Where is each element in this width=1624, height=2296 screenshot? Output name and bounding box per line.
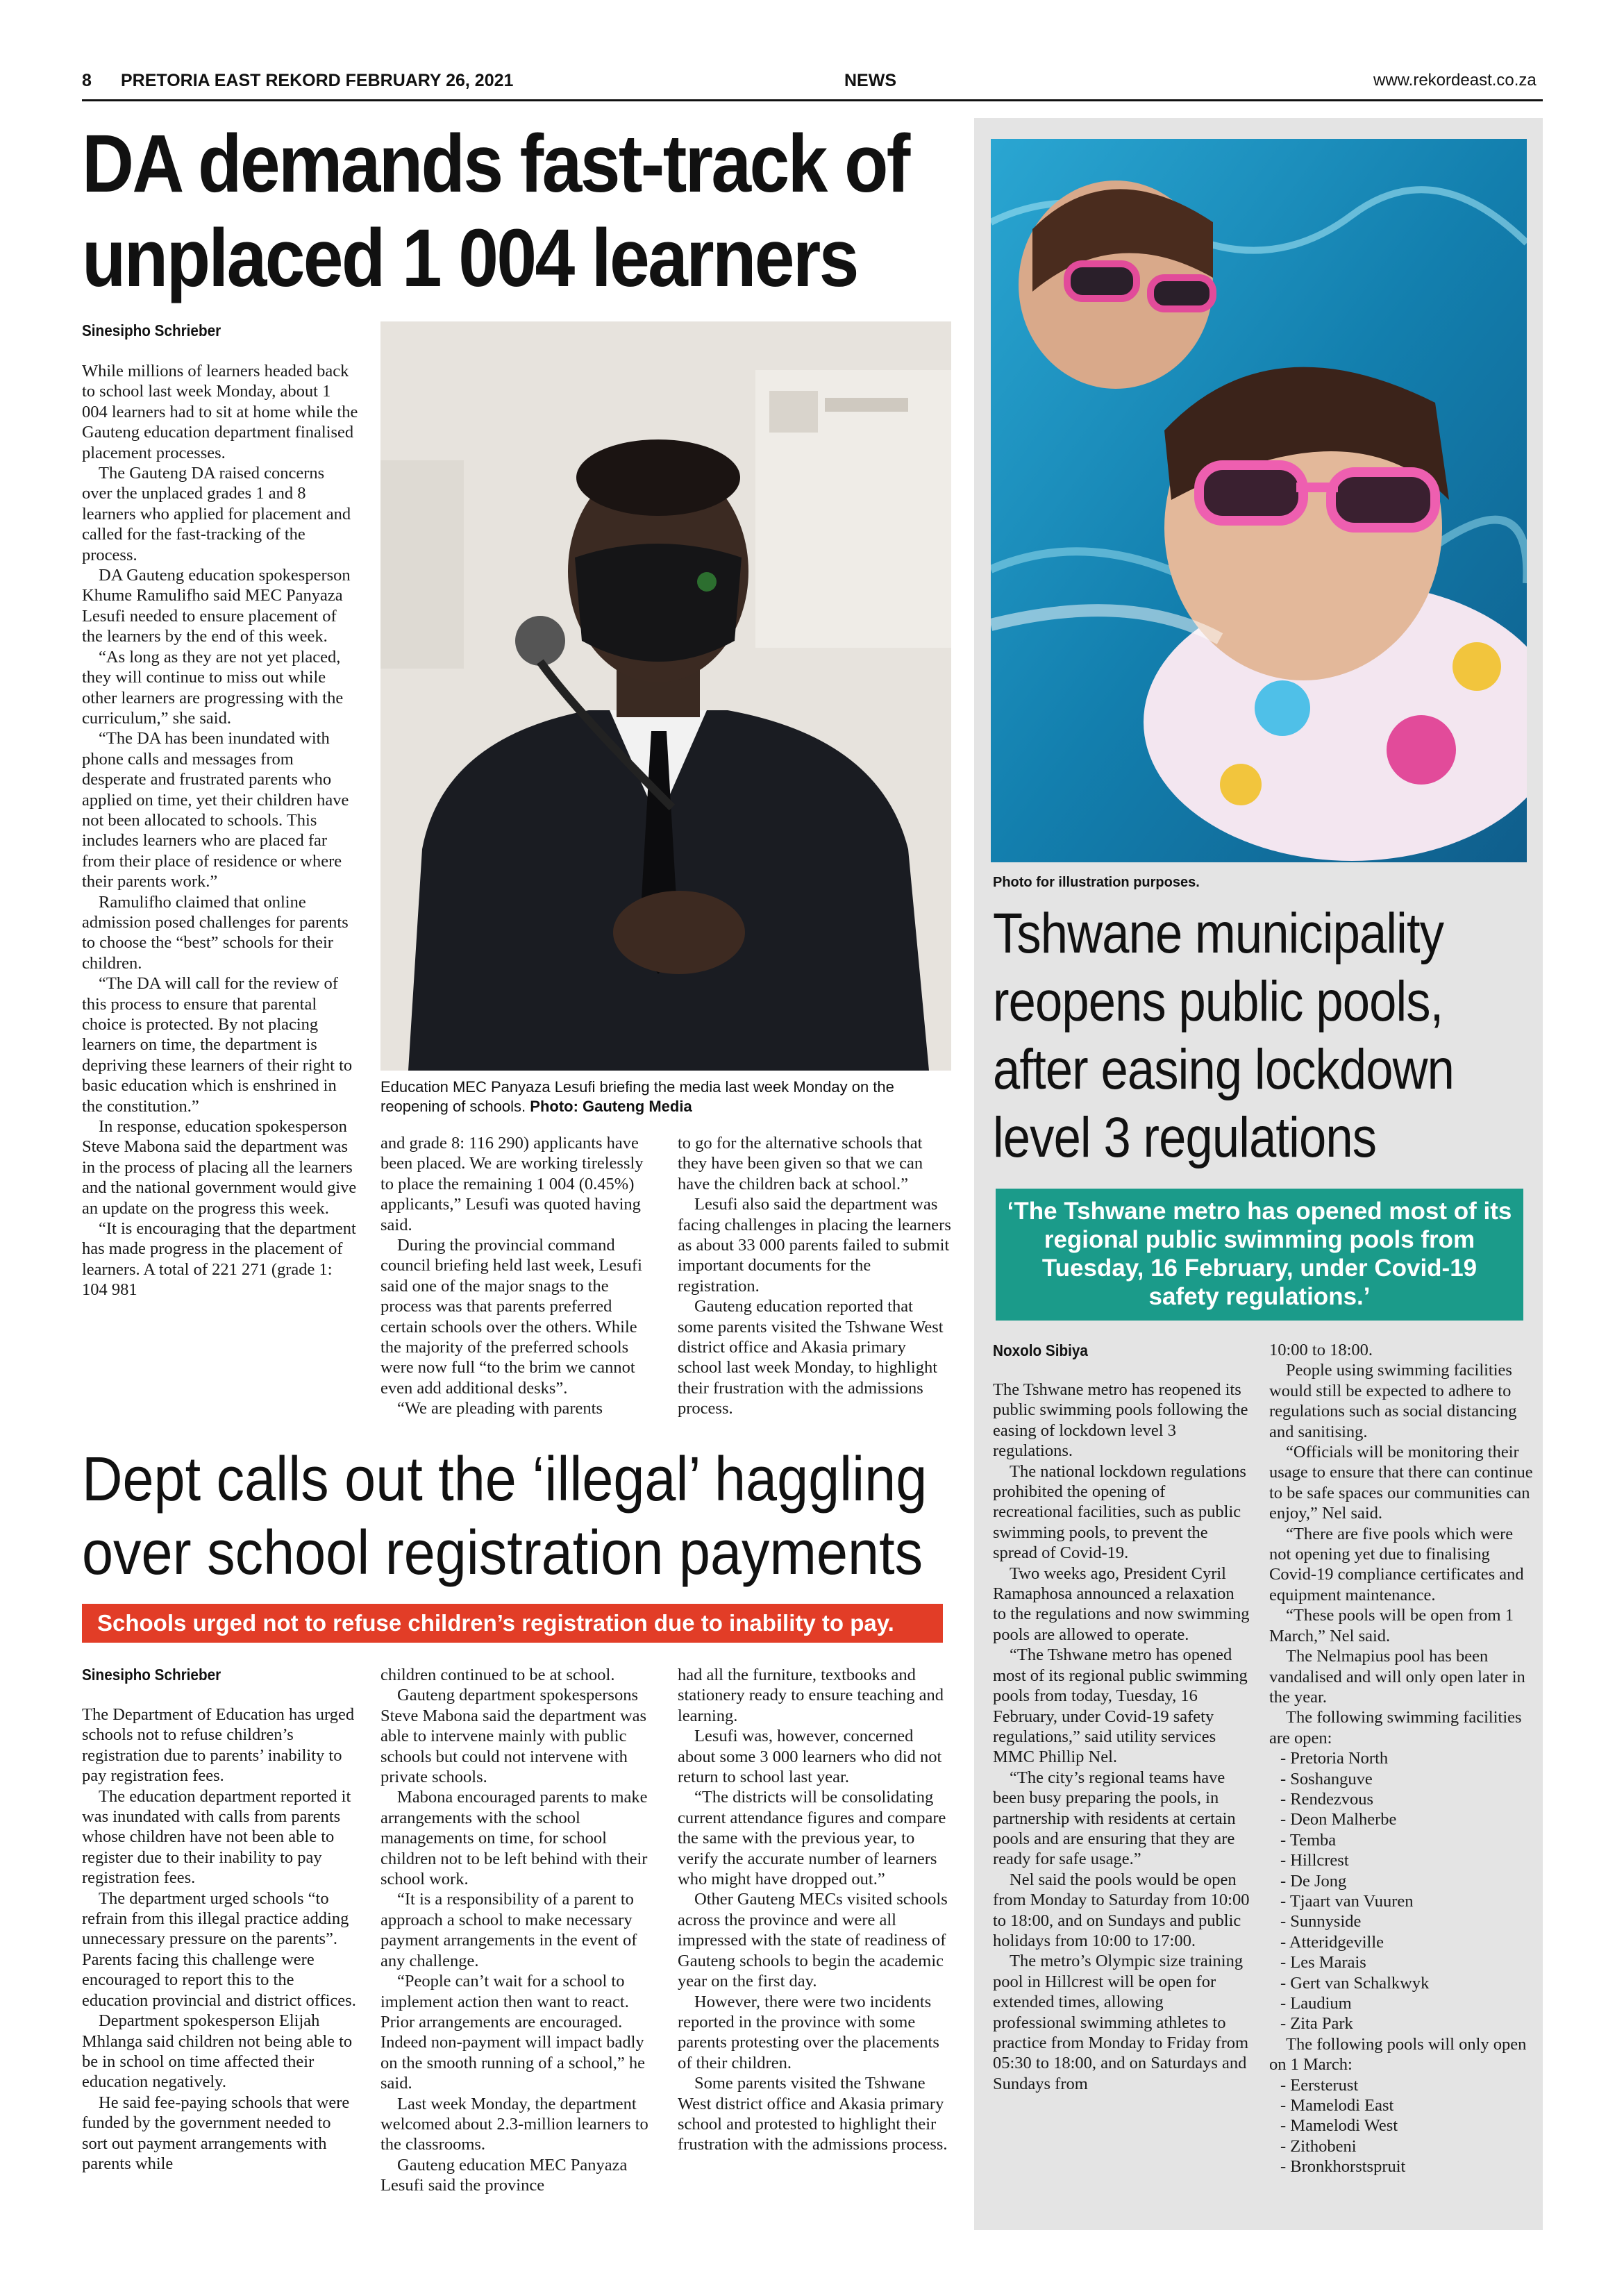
paragraph: The national lockdown regulations prohibited the opening of recreational facilities, such as public swimming pools, to prevent the spread of Covid-19. <box>993 1461 1246 1563</box>
paragraph: The education department reported it was inundated with calls from parents whose children have not been able to register due to their inability to pay registration fees. <box>82 1786 351 1888</box>
paragraph: Lesufi also said the department was facing challenges in placing the learners as about 33 000 parents failed to submit important documents for the registration. <box>678 1195 951 1296</box>
march-pool-item: - Mamelodi West <box>1280 2116 1398 2136</box>
header-rule <box>82 99 1543 101</box>
sidebar-headline-line-3: after easing lockdown <box>993 1038 1455 1101</box>
march-pool-item: - Bronkhorstspruit <box>1280 2157 1406 2177</box>
story2-column-3 <box>678 1665 951 2155</box>
paragraph: Last week Monday, the department welcomed about 2.3-million learners to the classrooms. <box>380 2094 648 2154</box>
story3-column-2 <box>1269 1340 1533 2177</box>
march-pools-intro: The following pools will only open on 1 March: <box>1269 2034 1527 2075</box>
paragraph: “It is a responsibility of a parent to approach a school to make necessary payment arrangements in the event of any challenge. <box>380 1890 637 1970</box>
story1-byline: Sinesipho Schrieber <box>82 321 221 340</box>
sidebar-headline <box>993 900 1459 1172</box>
paragraph: “We are pleading with parents <box>397 1399 603 1418</box>
story2-column-2 <box>380 1665 653 2196</box>
paragraph: “People can’t wait for a school to implement action then want to react. Prior arrangements are encouraged. Indeed non-payment will impact badly on the smooth running of a school,” he said. <box>380 1972 646 2093</box>
open-pool-item: - Hillcrest <box>1280 1851 1349 1870</box>
paragraph: “The DA has been inundated with phone calls and messages from desperate and frustrated parents who applied on time, yet their children have not been allocated to schools. This includes learners who are placed far from their place of residence or where their parents work.” <box>82 729 349 891</box>
story1-column-3 <box>678 1133 951 1419</box>
paragraph: Two weeks ago, President Cyril Ramaphosa announced a relaxation to the regulations and now swimming pools are allowed to operate. <box>993 1564 1250 1644</box>
march-pool-item: - Mamelodi East <box>1280 2096 1394 2115</box>
paragraph: However, there were two incidents reported in the province with some parents protesting over the placements of their children. <box>678 1992 939 2072</box>
paragraph: During the provincial command council briefing held last week, Lesufi said one of the major snags to the process was that parents preferred certain schools over the others. While the majority of the preferred schools were now full “to the brim we cannot even add additional desks”. <box>380 1236 642 1398</box>
open-pool-item: - Soshanguve <box>1280 1769 1373 1788</box>
sidebar-headline-line-2: reopens public pools, <box>993 970 1443 1033</box>
open-pool-item: - De Jong <box>1280 1871 1347 1891</box>
strapline-banner: Schools urged not to refuse children’s registration due to inability to pay. <box>82 1604 943 1643</box>
story3-column-1 <box>993 1380 1250 2094</box>
main-headline <box>82 117 909 305</box>
mec-photo-caption <box>380 1078 950 1116</box>
page-number: 8 <box>82 71 92 90</box>
paragraph: The metro’s Olympic size training pool in Hillcrest will be open for extended times, allowing professional swimming athletes to practice from Monday to Friday from 05:30 to 18:00, and on Saturdays and Sundays from <box>993 1952 1249 2093</box>
paragraph: 10:00 to 18:00. <box>1269 1341 1373 1359</box>
paragraph: In response, education spokesperson Steve Mabona said the department was in the process of placing all the learners and the national government would give an update on the progress this week. <box>82 1117 357 1218</box>
website-url[interactable]: www.rekordeast.co.za <box>1373 71 1537 90</box>
open-pool-item: - Les Marais <box>1280 1953 1366 1972</box>
paragraph: Nel said the pools would be open from Monday to Saturday from 10:00 to 18:00, and on Sundays and public holidays from 10:00 to 17:00. <box>993 1870 1250 1950</box>
sidebar-headline-line-4: level 3 regulations <box>993 1106 1377 1169</box>
paragraph: The following swimming facilities are open: <box>1269 1708 1522 1748</box>
paragraph: Lesufi was, however, concerned about some 3 000 learners who did not return to school last year. <box>678 1727 942 1787</box>
main-headline-line-2: unplaced 1 004 learners <box>82 212 857 304</box>
paragraph: “The Tshwane metro has opened most of its regional public swimming pools from today, Tuesday, 16 February, under Covid-19 safety regulations,” said utility services MMC Phillip Nel. <box>993 1645 1248 1767</box>
open-pool-item: - Zita Park <box>1280 2014 1353 2034</box>
open-pool-item: - Tjaart van Vuuren <box>1280 1891 1414 1911</box>
paragraph: “As long as they are not yet placed, they will continue to miss out while other learners are progressing with the curriculum,” she said. <box>82 647 344 728</box>
paragraph: “These pools will be open from 1 March,” Nel said. <box>1269 1606 1514 1645</box>
paragraph: “Officials will be monitoring their usage to ensure that there can continue to be safe spaces our communities can enjoy,” Nel said. <box>1269 1443 1533 1523</box>
second-headline-line-2: over school registration payments <box>82 1518 923 1588</box>
paragraph: The Gauteng DA raised concerns over the unplaced grades 1 and 8 learners who applied for placement and called for the fast-tracking of the process. <box>82 464 351 564</box>
paragraph: “The DA will call for the review of this process to ensure that parental choice is protected. By not placing learners on time, the department is depriving these learners of their right to basic education which is enshrined in the constitution.” <box>82 974 353 1116</box>
paragraph: Other Gauteng MECs visited schools across the province and were all impressed with the state of readiness of Gauteng schools to begin the academic year on the first day. <box>678 1890 948 1991</box>
mec-speaking-photo <box>380 321 951 1071</box>
paragraph: and grade 8: 116 290) applicants have been placed. We are working tirelessly to place the remaining 1 004 (0.45%) applicants,” Lesufi was quoted having said. <box>380 1134 644 1234</box>
paragraph: children continued to be at school. <box>380 1666 615 1684</box>
paragraph: “It is encouraging that the department has made progress in the placement of learners. A total of 221 271 (grade 1: 104 981 <box>82 1219 356 1300</box>
paragraph: Ramulifho claimed that online admission posed challenges for parents to choose the “best” schools for their children. <box>82 892 349 973</box>
paragraph: While millions of learners headed back to school last week Monday, about 1 004 learners had to sit at home while the Gauteng education department finalised placement processes. <box>82 362 358 462</box>
second-headline <box>82 1443 928 1590</box>
story1-column-1 <box>82 361 358 1300</box>
section-label: NEWS <box>844 71 896 90</box>
story2-column-1 <box>82 1704 358 2174</box>
children-swimming-photo <box>991 139 1527 862</box>
story3-byline: Noxolo Sibiya <box>993 1341 1088 1359</box>
paragraph: The Department of Education has urged schools not to refuse children’s registration due to parents’ inability to pay registration fees. <box>82 1705 355 1786</box>
paragraph: Some parents visited the Tshwane West district office and Akasia primary school and protested to highlight their frustration with the admissions process. <box>678 2074 948 2154</box>
publication-dateline: PRETORIA EAST REKORD FEBRUARY 26, 2021 <box>121 71 514 90</box>
open-pool-item: - Gert van Schalkwyk <box>1280 1973 1430 1993</box>
caption-credit: Photo: Gauteng Media <box>530 1098 692 1115</box>
paragraph: “The districts will be consolidating current attendance figures and compare the same with the previous year, to verify the accurate number of learners who might have dropped out.” <box>678 1788 946 1889</box>
paragraph: Gauteng education reported that some parents visited the Tshwane West district office and Akasia primary school last week Monday, to highlight their frustration with the admissions process. <box>678 1297 944 1418</box>
paragraph: “The city’s regional teams have been busy preparing the pools, in partnership with residents at certain pools and are ensuring that they are ready for safe usage.” <box>993 1768 1236 1869</box>
open-pool-item: - Atteridgeville <box>1280 1932 1384 1952</box>
paragraph: People using swimming facilities would still be expected to adhere to regulations such as social distancing and sanitising. <box>1269 1361 1517 1441</box>
paragraph: The Tshwane metro has reopened its public swimming pools following the easing of lockdown level 3 regulations. <box>993 1380 1248 1461</box>
paragraph: Gauteng department spokespersons Steve Mabona said the department was able to intervene mainly with public schools but could not intervene with private schools. <box>380 1686 647 1787</box>
paragraph: He said fee-paying schools that were funded by the government needed to sort out payment arrangements with parents while <box>82 2093 350 2173</box>
paragraph: Mabona encouraged parents to make arrangements with the school managements on time, for school children not to be left behind with their school work. <box>380 1788 648 1889</box>
paragraph: Gauteng education MEC Panyaza Lesufi said the province <box>380 2155 628 2195</box>
pull-quote: ‘The Tshwane metro has opened most of its regional public swimming pools from Tuesday, 16 February, under Covid-19 safety regulations.’ <box>996 1189 1523 1321</box>
paragraph: to go for the alternative schools that they have been given so that we can have the children back at school.” <box>678 1134 923 1193</box>
open-pool-item: - Sunnyside <box>1280 1912 1362 1932</box>
second-headline-line-1: Dept calls out the ‘illegal’ haggling <box>82 1445 928 1514</box>
march-pool-item: - Zithobeni <box>1280 2136 1357 2156</box>
caption-text: Education MEC Panyaza Lesufi briefing the media last week Monday on the reopening of schools. <box>380 1078 894 1115</box>
open-pool-item: - Pretoria North <box>1280 1749 1389 1768</box>
paragraph: The department urged schools “to refrain from this illegal practice adding unnecessary pressure on the parents”. Parents facing this challenge were encouraged to report this to the education provincial and district offices. <box>82 1888 356 2010</box>
open-pool-item: - Rendezvous <box>1280 1789 1374 1809</box>
story1-column-2 <box>380 1133 653 1419</box>
paragraph: had all the furniture, textbooks and stationery ready to ensure teaching and learning. <box>678 1666 944 1725</box>
march-pool-item: - Eersterust <box>1280 2075 1359 2095</box>
pool-photo-caption: Photo for illustration purposes. <box>993 875 1200 890</box>
paragraph: DA Gauteng education spokesperson Khume Ramulifho said MEC Panyaza Lesufi needed to ensure placement of the learners by the end of this week. <box>82 566 351 646</box>
paragraph: The Nelmapius pool has been vandalised and will only open later in the year. <box>1269 1647 1525 1707</box>
paragraph: Department spokesperson Elijah Mhlanga said children not being able to be in school on time affected their education negatively. <box>82 2011 353 2092</box>
open-pool-item: - Laudium <box>1280 1994 1352 2013</box>
paragraph: “There are five pools which were not opening yet due to finalising Covid-19 compliance certificates and equipment maintenance. <box>1269 1524 1524 1604</box>
open-pool-item: - Temba <box>1280 1830 1337 1850</box>
open-pool-item: - Deon Malherbe <box>1280 1810 1397 1829</box>
sidebar-headline-line-1: Tshwane municipality <box>993 902 1444 965</box>
story2-byline: Sinesipho Schrieber <box>82 1666 221 1684</box>
main-headline-line-1: DA demands fast-track of <box>82 118 909 210</box>
